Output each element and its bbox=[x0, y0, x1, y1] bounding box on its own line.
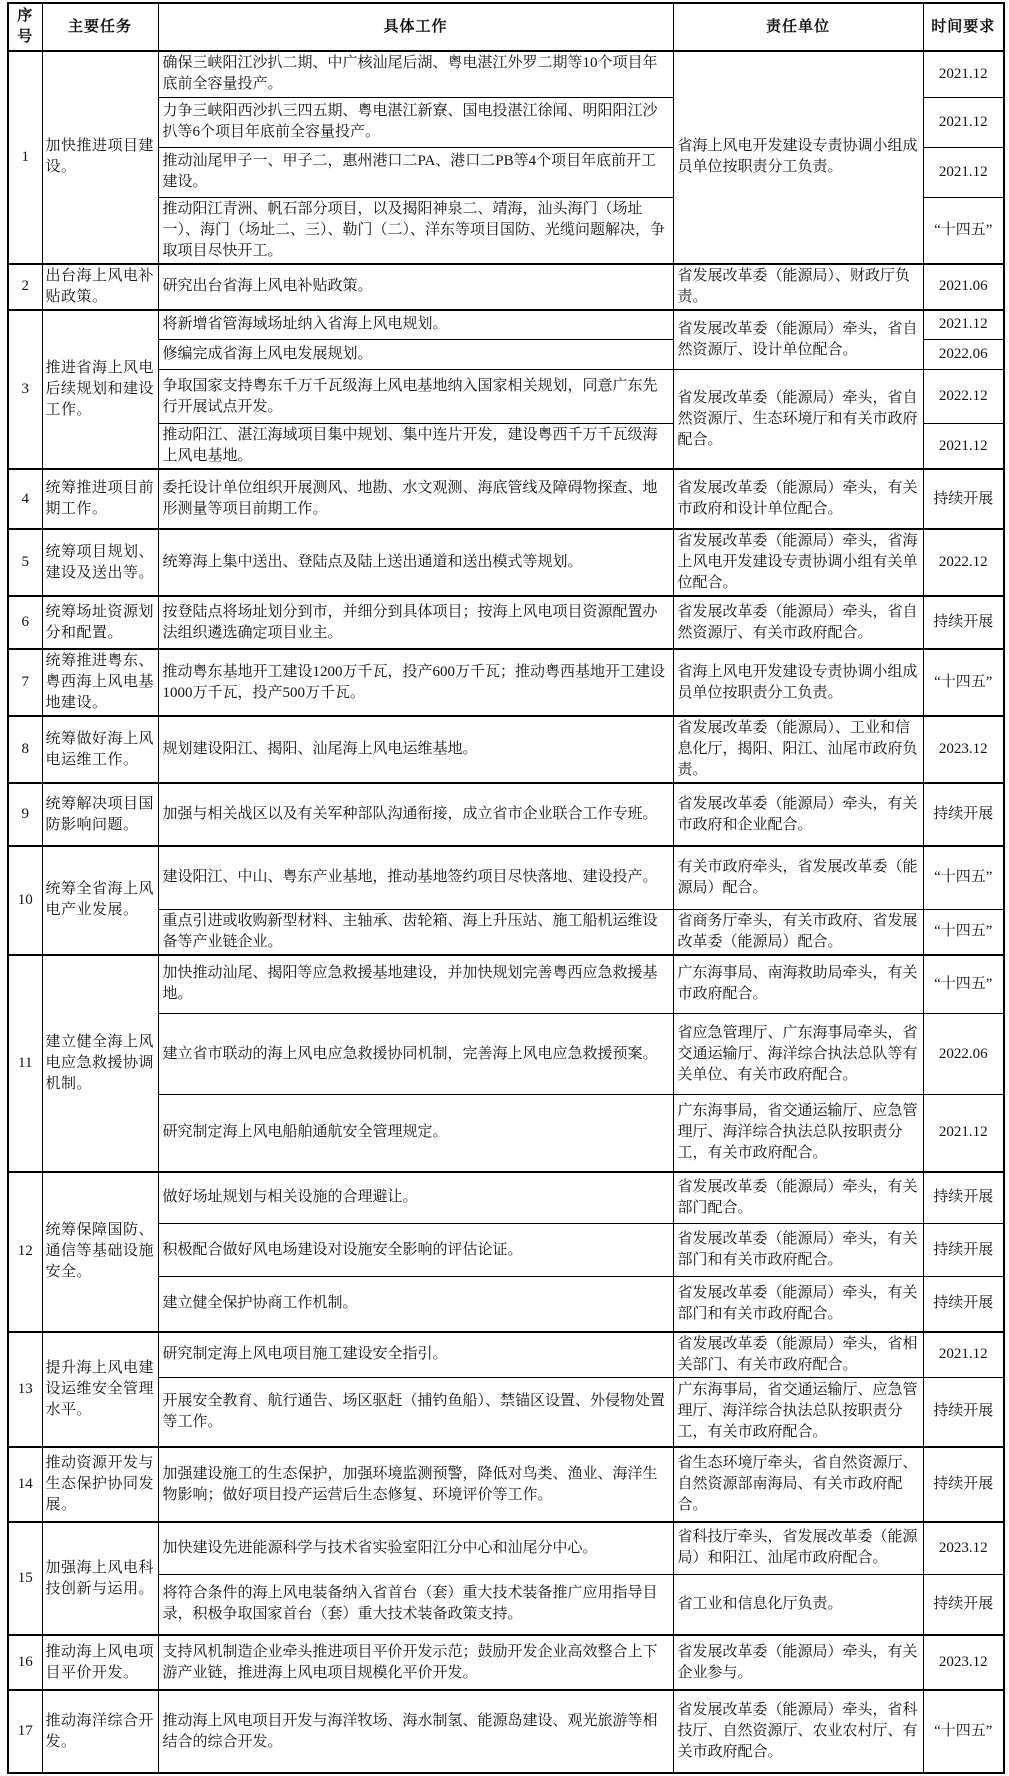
table-row bbox=[8, 1095, 1004, 1172]
work-cell: 按登陆点将场址划分到市，并细分到具体项目；按海上风电项目资源配置办法组织遴选确定项目业主。 bbox=[158, 596, 673, 649]
table-row bbox=[8, 955, 1004, 1014]
row-no: 8 bbox=[8, 716, 42, 783]
time-cell: 2021.12 bbox=[923, 147, 1004, 197]
duty-cell: 省发展改革委（能源局）牵头，省海上风电开发建设专责协调小组有关单位配合。 bbox=[673, 529, 923, 596]
table-row bbox=[8, 909, 1004, 955]
work-cell: 建立省市联动的海上风电应急救援协同机制，完善海上风电应急救援预案。 bbox=[158, 1014, 673, 1095]
row-no: 3 bbox=[8, 310, 42, 470]
row-no: 16 bbox=[8, 1635, 42, 1690]
work-cell: 推动阳江、湛江海域项目集中规划、集中连片开发，建设粤西千万千瓦级海上风电基地。 bbox=[158, 424, 673, 470]
time-cell: 持续开展 bbox=[923, 783, 1004, 846]
table-row bbox=[8, 469, 1004, 529]
table-row bbox=[8, 51, 1004, 97]
work-cell: 研究出台省海上风电补贴政策。 bbox=[158, 264, 673, 310]
duty-cell: 省发展改革委（能源局）牵头，省科技厅、自然资源厅、农业农村厅、有关市政府配合。 bbox=[673, 1690, 923, 1773]
work-cell: 力争三峡阳西沙扒三四五期、粤电湛江新寮、国电投湛江徐闻、明阳阳江沙扒等6个项目年底前全容量投产。 bbox=[158, 97, 673, 147]
task-cell: 统筹做好海上风电运维工作。 bbox=[42, 716, 158, 783]
table-row bbox=[8, 846, 1004, 909]
work-cell: 支持风机制造企业牵头推进项目平价开发示范；鼓励开发企业高效整合上下游产业链，推进海上风电项目规模化平价开发。 bbox=[158, 1635, 673, 1690]
time-cell: 2022.06 bbox=[923, 1014, 1004, 1095]
work-cell: 将符合条件的海上风电装备纳入省首台（套）重大技术装备推广应用指导目录，积极争取国家首台（套）重大技术装备政策支持。 bbox=[158, 1574, 673, 1635]
duty-cell: 省发展改革委（能源局）牵头，有关市政府和设计单位配合。 bbox=[673, 469, 923, 529]
time-cell: 持续开展 bbox=[923, 469, 1004, 529]
duty-cell: 省海上风电开发建设专责协调小组成员单位按职责分工负责。 bbox=[673, 649, 923, 716]
work-cell: 加快推动汕尾、揭阳等应急救援基地建设，并加快规划完善粤西应急救援基地。 bbox=[158, 955, 673, 1014]
task-cell: 加强海上风电科技创新与运用。 bbox=[42, 1522, 158, 1635]
table-row bbox=[8, 1690, 1004, 1773]
task-table bbox=[7, 2, 1005, 1774]
work-cell: 开展安全教育、航行通告、场区驱赶（捕钓鱼船）、禁锚区设置、外侵物处置等工作。 bbox=[158, 1377, 673, 1447]
row-no: 5 bbox=[8, 529, 42, 596]
duty-cell: 广东海事局、南海救助局牵头，有关市政府配合。 bbox=[673, 955, 923, 1014]
time-cell: 2021.12 bbox=[923, 424, 1004, 470]
row-no: 12 bbox=[8, 1172, 42, 1332]
work-cell: 确保三峡阳江沙扒二期、中广核汕尾后湖、粤电湛江外罗二期等10个项目年底前全容量投产。 bbox=[158, 51, 673, 97]
table-row bbox=[8, 264, 1004, 310]
work-cell: 委托设计单位组织开展测风、地勘、水文观测、海底管线及障碍物探查、地形测量等项目前期工作。 bbox=[158, 469, 673, 529]
row-no: 7 bbox=[8, 649, 42, 716]
table-row bbox=[8, 1522, 1004, 1574]
work-cell: 推动汕尾甲子一、甲子二，惠州港口二PA、港口二PB等4个项目年底前开工建设。 bbox=[158, 147, 673, 197]
row-no: 11 bbox=[8, 955, 42, 1172]
duty-cell: 省发展改革委（能源局）、财政厅负责。 bbox=[673, 264, 923, 310]
work-cell: 加强与相关战区以及有关军种部队沟通衔接，成立省市企业联合工作专班。 bbox=[158, 783, 673, 846]
col-header-no: 序号 bbox=[8, 3, 42, 51]
col-header-work: 具体工作 bbox=[158, 3, 673, 51]
duty-cell: 省发展改革委（能源局）牵头，有关部门和有关市政府配合。 bbox=[673, 1277, 923, 1332]
time-cell: 持续开展 bbox=[923, 1172, 1004, 1224]
duty-cell: 省科技厅牵头，省发展改革委（能源局）和阳江、汕尾市政府配合。 bbox=[673, 1522, 923, 1574]
duty-cell: 省应急管理厅、广东海事局牵头，省交通运输厅、海洋综合执法总队等有关单位、有关市政府配合。 bbox=[673, 1014, 923, 1095]
row-no: 2 bbox=[8, 264, 42, 310]
row-no: 1 bbox=[8, 51, 42, 264]
time-cell: 2021.12 bbox=[923, 97, 1004, 147]
col-header-duty: 责任单位 bbox=[673, 3, 923, 51]
table-row bbox=[8, 649, 1004, 716]
work-cell: 建设阳江、中山、粤东产业基地，推动基地签约项目尽快落地、建设投产。 bbox=[158, 846, 673, 909]
work-cell: 积极配合做好风电场建设对设施安全影响的评估论证。 bbox=[158, 1224, 673, 1277]
task-cell: 统筹保障国防、通信等基础设施安全。 bbox=[42, 1172, 158, 1332]
work-cell: 建立健全保护协商工作机制。 bbox=[158, 1277, 673, 1332]
task-cell: 出台海上风电补贴政策。 bbox=[42, 264, 158, 310]
duty-cell: 省发展改革委（能源局）牵头，省自然资源厅、有关市政府配合。 bbox=[673, 596, 923, 649]
time-cell: 2021.12 bbox=[923, 1332, 1004, 1378]
table-row bbox=[8, 716, 1004, 783]
duty-cell: 省发展改革委（能源局）、工业和信息化厅，揭阳、阳江、汕尾市政府负责。 bbox=[673, 716, 923, 783]
row-no: 10 bbox=[8, 846, 42, 955]
table-row bbox=[8, 310, 1004, 340]
time-cell: 2022.06 bbox=[923, 340, 1004, 370]
row-no: 15 bbox=[8, 1522, 42, 1635]
table-row bbox=[8, 1377, 1004, 1447]
table-row bbox=[8, 596, 1004, 649]
table-row bbox=[8, 1332, 1004, 1378]
time-cell: “十四五” bbox=[923, 846, 1004, 909]
time-cell: “十四五” bbox=[923, 909, 1004, 955]
table-row bbox=[8, 529, 1004, 596]
row-no: 13 bbox=[8, 1332, 42, 1448]
table-row bbox=[8, 1172, 1004, 1224]
task-cell: 统筹推进项目前期工作。 bbox=[42, 469, 158, 529]
task-cell: 加快推进项目建设。 bbox=[42, 51, 158, 264]
duty-cell: 广东海事局，省交通运输厅、应急管理厅、海洋综合执法总队按职责分工，有关市政府配合。 bbox=[673, 1377, 923, 1447]
work-cell: 做好场址规划与相关设施的合理避让。 bbox=[158, 1172, 673, 1224]
row-no: 14 bbox=[8, 1447, 42, 1522]
work-cell: 研究制定海上风电船舶通航安全管理规定。 bbox=[158, 1095, 673, 1172]
duty-cell: 省发展改革委（能源局）牵头，有关市政府和企业配合。 bbox=[673, 783, 923, 846]
work-cell: 推动阳江青洲、帆石部分项目，以及揭阳神泉二、靖海，汕头海门（场址一）、海门（场址二、三）、勒门（二）、洋东等项目国防、光缆问题解决，争取项目尽快开工。 bbox=[158, 197, 673, 264]
col-header-task: 主要任务 bbox=[42, 3, 158, 51]
time-cell: 持续开展 bbox=[923, 1447, 1004, 1522]
time-cell: 2021.12 bbox=[923, 310, 1004, 340]
row-no: 6 bbox=[8, 596, 42, 649]
time-cell: “十四五” bbox=[923, 649, 1004, 716]
time-cell: 2023.12 bbox=[923, 1635, 1004, 1690]
table-row bbox=[8, 1277, 1004, 1332]
table-row bbox=[8, 1224, 1004, 1277]
duty-cell: 省发展改革委（能源局）牵头，有关部门和有关市政府配合。 bbox=[673, 1224, 923, 1277]
table-row bbox=[8, 783, 1004, 846]
time-cell: “十四五” bbox=[923, 197, 1004, 264]
task-cell: 推进省海上风电后续规划和建设工作。 bbox=[42, 310, 158, 470]
duty-cell: 省发展改革委（能源局）牵头，省自然资源厅、生态环境厅和有关市政府配合。 bbox=[673, 370, 923, 470]
time-cell: 2022.12 bbox=[923, 529, 1004, 596]
time-cell: 持续开展 bbox=[923, 1224, 1004, 1277]
work-cell: 将新增省管海域场址纳入省海上风电规划。 bbox=[158, 310, 673, 340]
work-cell: 加快建设先进能源科学与技术省实验室阳江分中心和汕尾分中心。 bbox=[158, 1522, 673, 1574]
duty-cell: 省发展改革委（能源局）牵头，省自然资源厅、设计单位配合。 bbox=[673, 310, 923, 370]
work-cell: 规划建设阳江、揭阳、汕尾海上风电运维基地。 bbox=[158, 716, 673, 783]
time-cell: “十四五” bbox=[923, 1690, 1004, 1773]
work-cell: 重点引进或收购新型材料、主轴承、齿轮箱、海上升压站、施工船机运维设备等产业链企业。 bbox=[158, 909, 673, 955]
col-header-time: 时间要求 bbox=[923, 3, 1004, 51]
time-cell: 2022.12 bbox=[923, 370, 1004, 424]
task-cell: 统筹项目规划、建设及送出等。 bbox=[42, 529, 158, 596]
duty-cell: 省发展改革委（能源局）牵头，有关部门配合。 bbox=[673, 1172, 923, 1224]
duty-cell: 省发展改革委（能源局）牵头，省相关部门、有关市政府配合。 bbox=[673, 1332, 923, 1378]
time-cell: 2021.12 bbox=[923, 51, 1004, 97]
time-cell: “十四五” bbox=[923, 955, 1004, 1014]
duty-cell: 省商务厅牵头，有关市政府、省发展改革委（能源局）配合。 bbox=[673, 909, 923, 955]
task-cell: 提升海上风电建设运维安全管理水平。 bbox=[42, 1332, 158, 1448]
time-cell: 持续开展 bbox=[923, 1377, 1004, 1447]
time-cell: 持续开展 bbox=[923, 596, 1004, 649]
task-cell: 推动资源开发与生态保护协同发展。 bbox=[42, 1447, 158, 1522]
duty-cell: 广东海事局，省交通运输厅、应急管理厅、海洋综合执法总队按职责分工，有关市政府配合。 bbox=[673, 1095, 923, 1172]
table-row bbox=[8, 1014, 1004, 1095]
task-cell: 推动海上风电项目平价开发。 bbox=[42, 1635, 158, 1690]
table-row bbox=[8, 1635, 1004, 1690]
time-cell: 持续开展 bbox=[923, 1277, 1004, 1332]
work-cell: 修编完成省海上风电发展规划。 bbox=[158, 340, 673, 370]
table-row bbox=[8, 370, 1004, 424]
duty-cell: 省工业和信息化厅负责。 bbox=[673, 1574, 923, 1635]
task-cell: 统筹场址资源划分和配置。 bbox=[42, 596, 158, 649]
table-row bbox=[8, 1574, 1004, 1635]
duty-cell: 省海上风电开发建设专责协调小组成员单位按职责分工负责。 bbox=[673, 51, 923, 264]
task-cell: 推动海洋综合开发。 bbox=[42, 1690, 158, 1773]
task-cell: 建立健全海上风电应急救援协调机制。 bbox=[42, 955, 158, 1172]
row-no: 9 bbox=[8, 783, 42, 846]
header-row bbox=[8, 3, 1004, 51]
work-cell: 统筹海上集中送出、登陆点及陆上送出通道和送出模式等规划。 bbox=[158, 529, 673, 596]
time-cell: 持续开展 bbox=[923, 1574, 1004, 1635]
work-cell: 研究制定海上风电项目施工建设安全指引。 bbox=[158, 1332, 673, 1378]
work-cell: 争取国家支持粤东千万千瓦级海上风电基地纳入国家相关规划，同意广东先行开展试点开发。 bbox=[158, 370, 673, 424]
row-no: 4 bbox=[8, 469, 42, 529]
task-cell: 统筹解决项目国防影响问题。 bbox=[42, 783, 158, 846]
time-cell: 2023.12 bbox=[923, 1522, 1004, 1574]
time-cell: 2021.06 bbox=[923, 264, 1004, 310]
time-cell: 2021.12 bbox=[923, 1095, 1004, 1172]
work-cell: 推动海上风电项目开发与海洋牧场、海水制氢、能源岛建设、观光旅游等相结合的综合开发。 bbox=[158, 1690, 673, 1773]
work-cell: 加强建设施工的生态保护，加强环境监测预警，降低对鸟类、渔业、海洋生物影响；做好项目投产运营后生态修复、环境评价等工作。 bbox=[158, 1447, 673, 1522]
row-no: 17 bbox=[8, 1690, 42, 1773]
task-cell: 统筹推进粤东、粤西海上风电基地建设。 bbox=[42, 649, 158, 716]
work-cell: 推动粤东基地开工建设1200万千瓦，投产600万千瓦；推动粤西基地开工建设1000万千瓦，投产500万千瓦。 bbox=[158, 649, 673, 716]
duty-cell: 有关市政府牵头，省发展改革委（能源局）配合。 bbox=[673, 846, 923, 909]
duty-cell: 省发展改革委（能源局）牵头，有关企业参与。 bbox=[673, 1635, 923, 1690]
task-cell: 统筹全省海上风电产业发展。 bbox=[42, 846, 158, 955]
duty-cell: 省生态环境厅牵头，省自然资源厅、自然资源部南海局、有关市政府配合。 bbox=[673, 1447, 923, 1522]
table-row bbox=[8, 1447, 1004, 1522]
time-cell: 2023.12 bbox=[923, 716, 1004, 783]
